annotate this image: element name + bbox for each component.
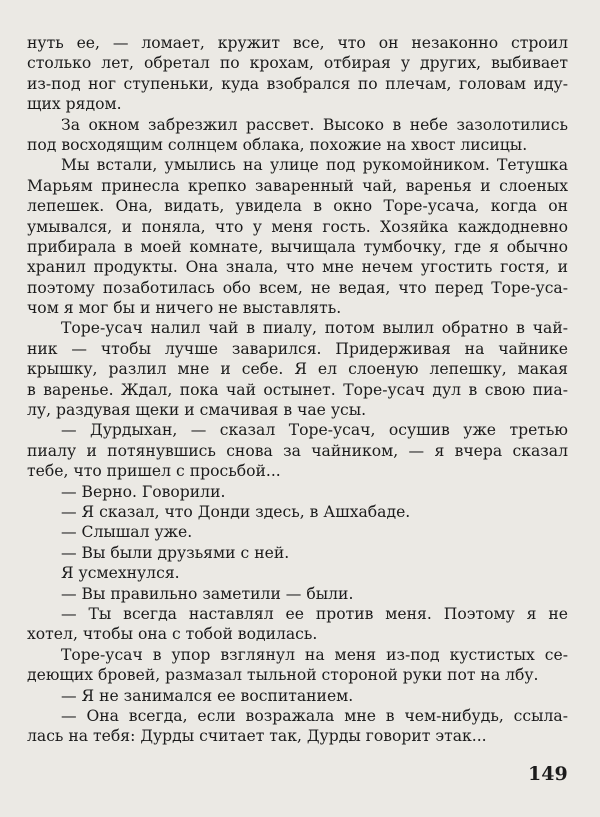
text-line: — Вы были друзьями с ней. (61, 543, 290, 562)
text-line: пиалу и потянувшись снова за чайником, — я вчера сказал (27, 441, 568, 460)
text-line: деющих бровей, размазал тыльной стороной руки пот на лбу. (27, 666, 539, 685)
text-line: Мы встали, умылись на улице под рукомойником. Тетушка (61, 156, 568, 175)
page-number: 149 (528, 763, 568, 785)
text-line: щих рядом. (27, 95, 122, 114)
text-line: За окном забрезжил рассвет. Высоко в небе зазолотились (61, 115, 568, 134)
text-line: — Дурдыхан, — сказал Торе-усач, осушив уже третью (61, 421, 568, 440)
text-line: в варенье. Ждал, пока чай остынет. Торе-усач дул в свою пиа- (27, 380, 568, 399)
text-line: лась на тебя: Дурды считает так, Дурды говорит этак... (27, 727, 487, 746)
text-line: чом я мог бы и ничего не выставлять. (27, 299, 342, 318)
text-line: лу, раздувая щеки и смачивая в чае усы. (27, 401, 367, 420)
text-line: нуть ее, — ломает, кружит все, что он незаконно строил (27, 34, 568, 52)
text-line: лепешек. Она, видать, увидела в окно Торе-усача, когда он (27, 197, 568, 216)
text-line: — Вы правильно заметили — были. (61, 584, 354, 603)
text-line: ник — чтобы лучше заварился. Придерживая на чайнике (27, 339, 568, 358)
text-line: — Я не занимался ее воспитанием. (61, 686, 354, 705)
text-line: крышку, разлил мне и себе. Я ел слоеную лепешку, макая (27, 360, 568, 379)
text-line: — Слышал уже. (61, 523, 193, 542)
text-line: прибирала в моей комнате, вычищала тумбочку, где я обычно (27, 237, 568, 256)
text-line: хотел, чтобы она с тобой водилась. (27, 625, 318, 644)
text-line: — Ты всегда наставлял ее против меня. Поэтому я не (61, 604, 568, 623)
text-line: — Она всегда, если возражала мне в чем-нибудь, ссыла- (61, 706, 568, 725)
text-line: столько лет, обретал по крохам, отбирая у других, выбивает (27, 54, 568, 73)
text-line: Я усмехнулся. (61, 564, 180, 583)
text-line: умывался, и поняла, что у меня гость. Хозяйка каждодневно (27, 217, 568, 236)
text-line: Торе-усач в упор взглянул на меня из-под кустистых се- (61, 645, 568, 664)
text-line: — Верно. Говорили. (61, 482, 226, 501)
text-line: тебе, что пришел с просьбой... (27, 462, 281, 481)
text-line: из-под ног ступеньки, куда взобрался по плечам, головам иду- (27, 74, 568, 93)
text-line: под восходящим солнцем облака, похожие на хвост лисицы. (27, 135, 528, 154)
text-line: поэтому позаботилась обо всем, не ведая, что перед Торе-уса- (27, 278, 568, 297)
text-line: — Я сказал, что Донди здесь, в Ашхабаде. (61, 502, 411, 521)
body-text (27, 33, 568, 747)
text-line: Торе-усач налил чай в пиалу, потом вылил обратно в чай- (61, 319, 568, 338)
text-line: Марьям принесла крепко заваренный чай, варенья и слоеных (27, 176, 568, 195)
text-line: хранил продукты. Она знала, что мне нечем угостить гостя, и (27, 258, 568, 277)
